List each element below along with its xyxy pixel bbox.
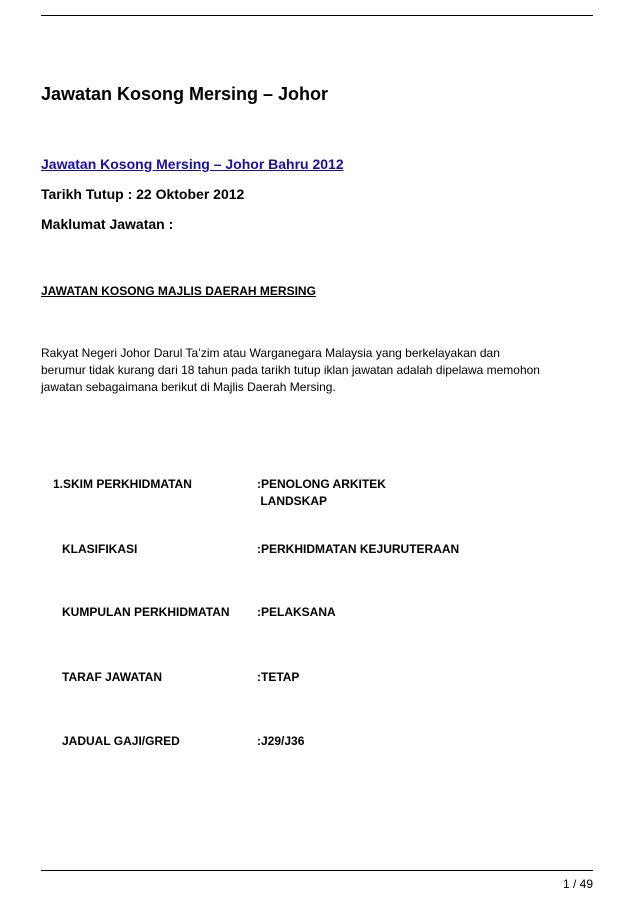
detail-label-skim: 1.SKIM PERKHIDMATAN [53, 477, 192, 491]
bottom-rule [41, 870, 593, 871]
detail-label-kumpulan: KUMPULAN PERKHIDMATAN [62, 605, 230, 619]
detail-value-skim-line1: :PENOLONG ARKITEK [257, 477, 386, 491]
section-heading: JAWATAN KOSONG MAJLIS DAERAH MERSING [41, 284, 316, 298]
detail-label-klasifikasi: KLASIFIKASI [62, 542, 138, 556]
detail-value-skim-line2: LANDSKAP [257, 494, 328, 508]
detail-label-taraf: TARAF JAWATAN [62, 670, 162, 684]
detail-value-taraf: :TETAP [257, 670, 300, 684]
top-rule [41, 15, 593, 16]
detail-value-klasifikasi: :PERKHIDMATAN KEJURUTERAAN [257, 542, 460, 556]
page-title: Jawatan Kosong Mersing – Johor [41, 84, 329, 104]
detail-value-kumpulan: :PELAKSANA [257, 605, 336, 619]
closing-date: Tarikh Tutup : 22 Oktober 2012 [41, 186, 245, 202]
paragraph-line: berumur tidak kurang dari 18 tahun pada tarikh tutup iklan jawatan adalah dipelawa memohon [41, 363, 540, 377]
article-link[interactable]: Jawatan Kosong Mersing – Johor Bahru 2012 [41, 156, 344, 172]
paragraph-line: Rakyat Negeri Johor Darul Ta’zim atau Warganegara Malaysia yang berkelayakan dan [41, 346, 500, 360]
intro-paragraph [41, 345, 601, 396]
detail-value-jadual: :J29/J36 [257, 734, 305, 748]
info-label: Maklumat Jawatan : [41, 216, 174, 232]
page-number: 1 / 49 [562, 877, 593, 891]
paragraph-line: jawatan sebagaimana berikut di Majlis Daerah Mersing. [41, 380, 336, 394]
detail-label-jadual: JADUAL GAJI/GRED [62, 734, 180, 748]
